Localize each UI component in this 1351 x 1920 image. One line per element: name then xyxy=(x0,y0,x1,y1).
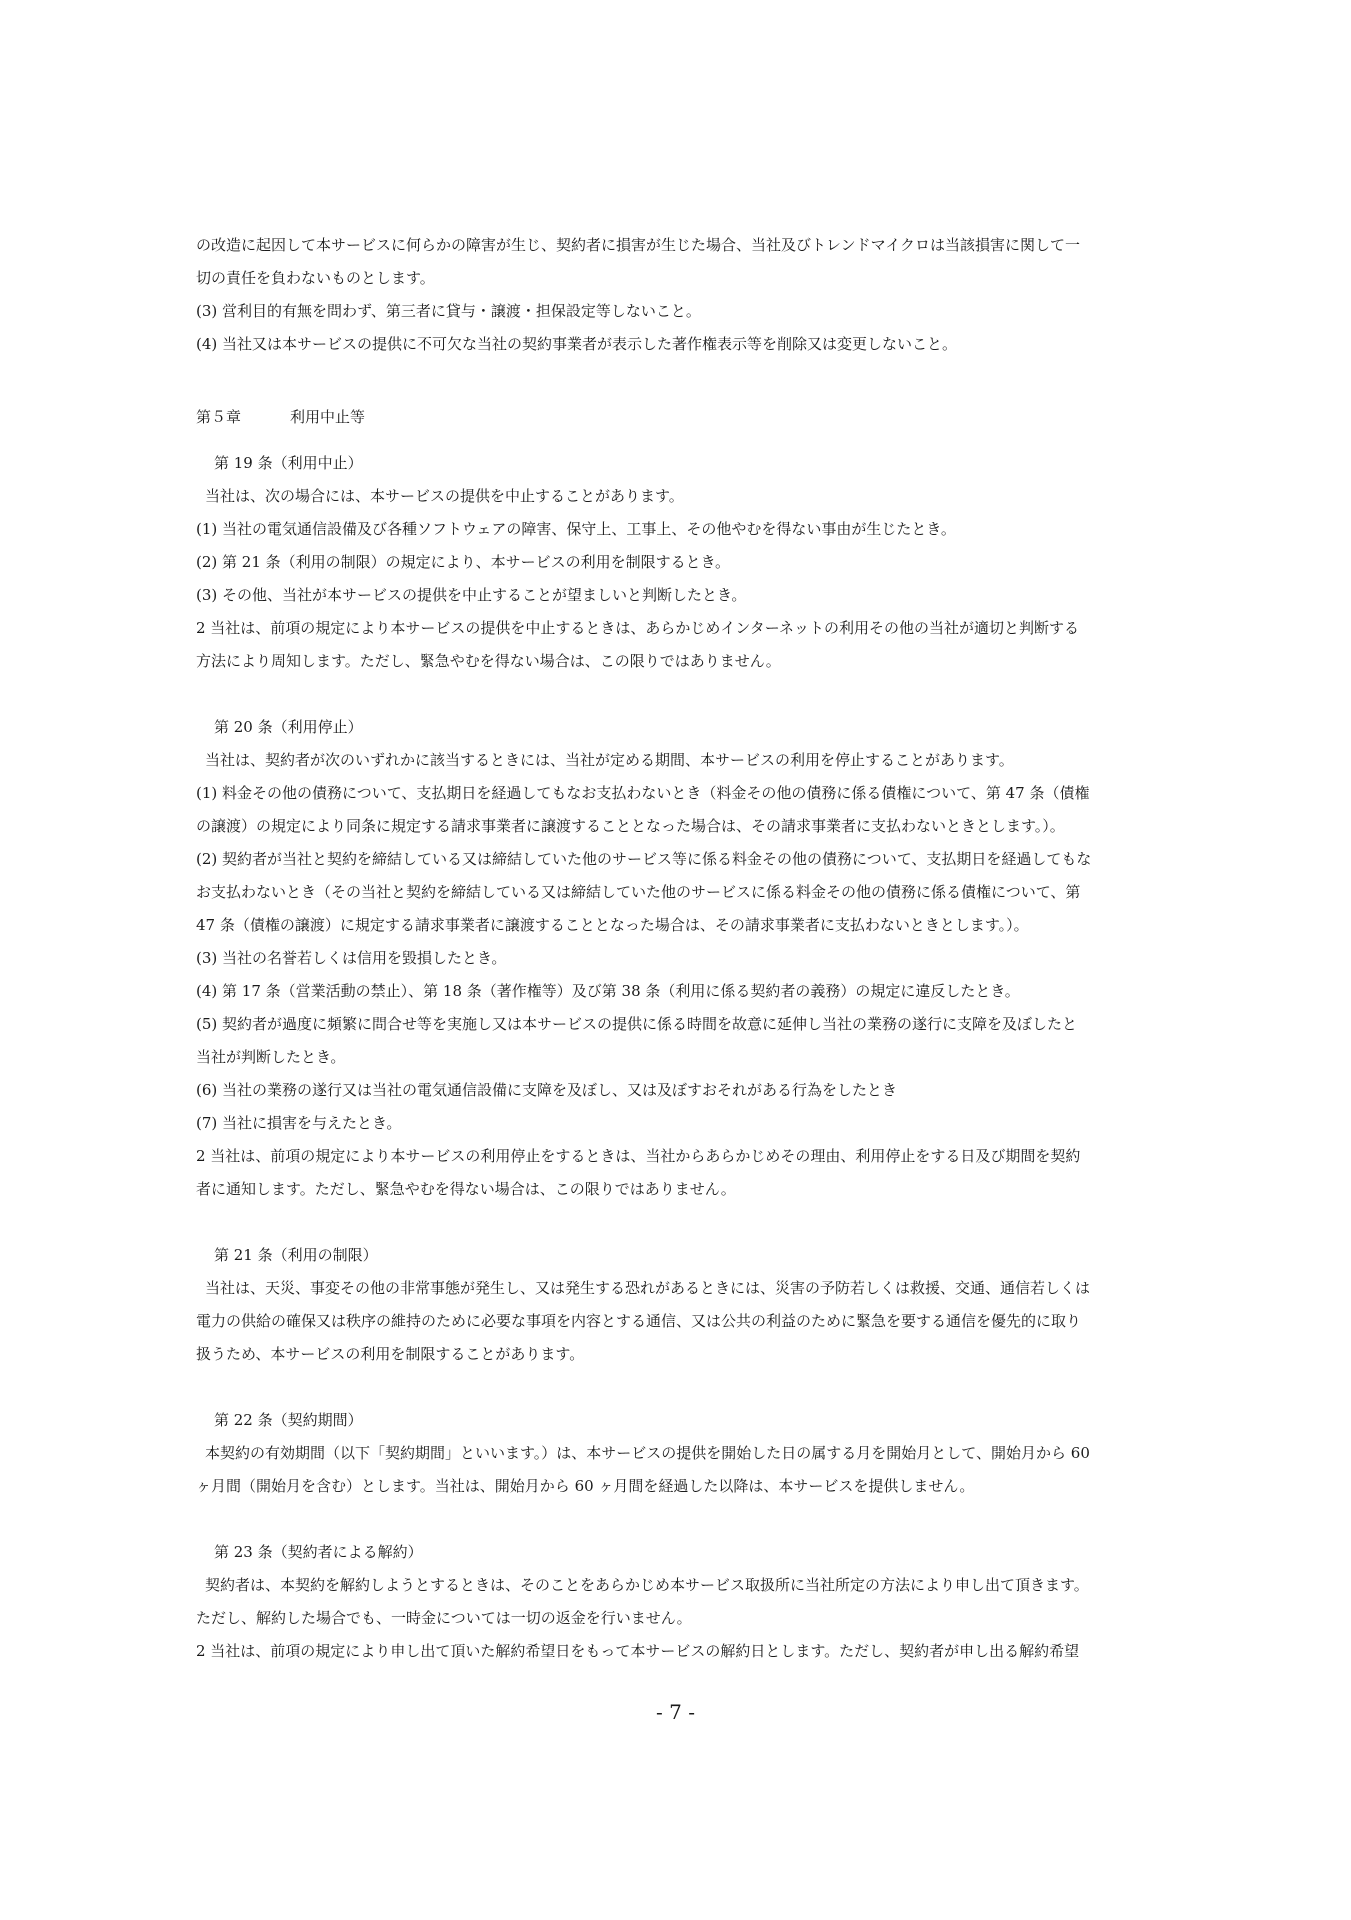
intro-line-1: の改造に起因して本サービスに何らかの障害が生じ、契約者に損害が生じた場合、当社及びトレンドマイクロは当該損害に関して一 xyxy=(196,236,1081,254)
article-21-line: 当社は、天災、事変その他の非常事態が発生し、又は発生する恐れがあるときには、災害の予防若しくは救援、交通、通信若しくは xyxy=(205,1279,1091,1297)
article-20-line: (1) 料金その他の債務について、支払期日を経過してもなお支払わないとき（料金その他の債務に係る債権について、第 47 条（債権 xyxy=(196,784,1090,802)
article-22-line: ヶ月間（開始月を含む）とします。当社は、開始月から 60 ヶ月間を経過した以降は、本サービスを提供しません。 xyxy=(196,1477,975,1495)
document-body xyxy=(196,229,1168,1668)
article-21-heading: 第 21 条（利用の制限） xyxy=(214,1246,378,1264)
spacer xyxy=(196,1206,1168,1239)
article-20-line: (5) 契約者が過度に頻繁に問合せ等を実施し又は本サービスの提供に係る時間を故意に延伸し当社の業務の遂行に支障を及ぼしたと xyxy=(196,1015,1078,1033)
article-22-line: 本契約の有効期間（以下「契約期間」といいます。）は、本サービスの提供を開始した日の属する月を開始月として、開始月から 60 xyxy=(205,1444,1090,1462)
spacer xyxy=(196,1371,1168,1404)
article-20-line: (7) 当社に損害を与えたとき。 xyxy=(196,1114,402,1132)
article-23-line: 2 当社は、前項の規定により申し出て頂いた解約希望日をもって本サービスの解約日とします。ただし、契約者が申し出る解約希望 xyxy=(196,1642,1080,1660)
article-20-line: (4) 第 17 条（営業活動の禁止）、第 18 条（著作権等）及び第 38 条（利用に係る契約者の義務）の規定に違反したとき。 xyxy=(196,982,1020,1000)
article-19-line: 2 当社は、前項の規定により本サービスの提供を中止するときは、あらかじめインターネットの利用その他の当社が適切と判断する xyxy=(196,619,1079,637)
article-21-line: 扱うため、本サービスの利用を制限することがあります。 xyxy=(196,1345,585,1363)
intro-line-2: 切の責任を負わないものとします。 xyxy=(196,269,435,287)
article-20-line: の譲渡）の規定により同条に規定する請求事業者に譲渡することとなった場合は、その請求事業者に支払わないときとします。）。 xyxy=(196,817,1065,835)
article-23-line: 契約者は、本契約を解約しようとするときは、そのことをあらかじめ本サービス取扱所に当社所定の方法により申し出て頂きます。 xyxy=(205,1576,1089,1594)
chapter-number: 第５章 xyxy=(196,408,242,426)
article-20-line: 当社が判断したとき。 xyxy=(196,1048,346,1066)
article-19-line: 当社は、次の場合には、本サービスの提供を中止することがあります。 xyxy=(205,487,684,505)
spacer xyxy=(196,361,1168,401)
chapter-heading xyxy=(196,401,1168,434)
article-19-line: 方法により周知します。ただし、緊急やむを得ない場合は、この限りではありません。 xyxy=(196,652,781,670)
chapter-title: 利用中止等 xyxy=(290,408,366,426)
article-19-line: (3) その他、当社が本サービスの提供を中止することが望ましいと判断したとき。 xyxy=(196,586,747,604)
article-20-line: お支払わないとき（その当社と契約を締結している又は締結していた他のサービスに係る料金その他の債務に係る債権について、第 xyxy=(196,883,1081,901)
page-number: - 7 - xyxy=(656,1700,695,1724)
article-21-line: 電力の供給の確保又は秩序の維持のために必要な事項を内容とする通信、又は公共の利益のために緊急を要する通信を優先的に取り xyxy=(196,1312,1082,1330)
spacer xyxy=(196,434,1168,447)
article-20-heading: 第 20 条（利用停止） xyxy=(214,718,363,736)
article-22-heading: 第 22 条（契約期間） xyxy=(214,1411,363,1429)
article-20-line: 47 条（債権の譲渡）に規定する請求事業者に譲渡することとなった場合は、その請求事業者に支払わないときとします。）。 xyxy=(196,916,1029,934)
article-19-heading: 第 19 条（利用中止） xyxy=(214,454,363,472)
article-20-line: (6) 当社の業務の遂行又は当社の電気通信設備に支障を及ぼし、又は及ぼすおそれがある行為をしたとき xyxy=(196,1081,898,1099)
intro-item-4: (4) 当社又は本サービスの提供に不可欠な当社の契約事業者が表示した著作権表示等を削除又は変更しないこと。 xyxy=(196,335,958,353)
article-19-line: (2) 第 21 条（利用の制限）の規定により、本サービスの利用を制限するとき。 xyxy=(196,553,731,571)
article-20-line: (2) 契約者が当社と契約を締結している又は締結していた他のサービス等に係る料金その他の債務について、支払期日を経過してもな xyxy=(196,850,1092,868)
article-20-line: (3) 当社の名誉若しくは信用を毀損したとき。 xyxy=(196,949,507,967)
spacer xyxy=(196,678,1168,711)
spacer xyxy=(196,1503,1168,1536)
article-19-line: (1) 当社の電気通信設備及び各種ソフトウェアの障害、保守上、工事上、その他やむを得ない事由が生じたとき。 xyxy=(196,520,956,538)
article-23-line: ただし、解約した場合でも、一時金については一切の返金を行いません。 xyxy=(196,1609,692,1627)
article-23-heading: 第 23 条（契約者による解約） xyxy=(214,1543,423,1561)
article-20-line: 者に通知します。ただし、緊急やむを得ない場合は、この限りではありません。 xyxy=(196,1180,736,1198)
article-20-line: 2 当社は、前項の規定により本サービスの利用停止をするときは、当社からあらかじめその理由、利用停止をする日及び期間を契約 xyxy=(196,1147,1081,1165)
article-20-line: 当社は、契約者が次のいずれかに該当するときには、当社が定める期間、本サービスの利用を停止することがあります。 xyxy=(205,751,1014,769)
intro-item-3: (3) 営利目的有無を問わず、第三者に貸与・譲渡・担保設定等しないこと。 xyxy=(196,302,701,320)
